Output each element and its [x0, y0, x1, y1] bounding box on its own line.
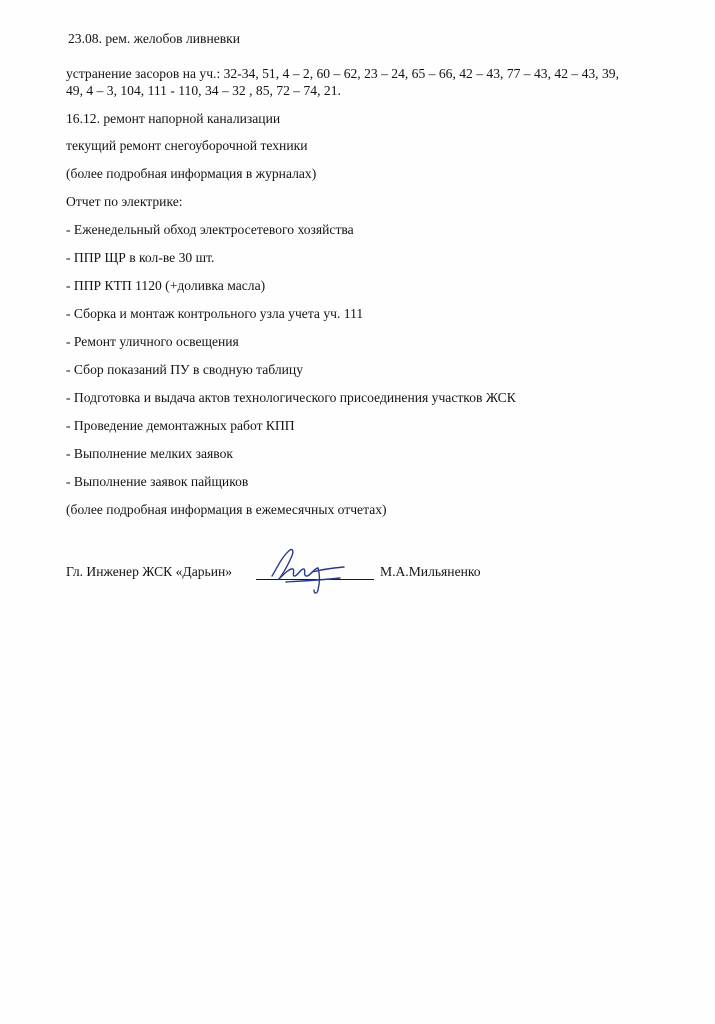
electrical-item-minor-requests: - Выполнение мелких заявок [66, 446, 233, 461]
report-heading-electrical: Отчет по электрике: [66, 194, 183, 209]
report-line-sewer-repair: 16.12. ремонт напорной канализации [66, 111, 281, 126]
report-line-gutter-repair: 23.08. рем. желобов ливневки [68, 31, 241, 46]
report-line-monthly-note: (более подробная информация в ежемесячных отчетах) [66, 502, 387, 517]
signatory-role: Гл. Инженер ЖСК «Дарьин» [66, 564, 233, 579]
electrical-item-meter-readings: - Сбор показаний ПУ в сводную таблицу [66, 362, 304, 377]
report-line-clog-removal: устранение засоров на уч.: 32-34, 51, 4 – 2, 60 – 62, 23 – 24, 65 – 66, 42 – 43, 77 – 43, 42 – 43, 39, [66, 66, 619, 81]
electrical-item-ppr-shr: - ППР ЩР в кол-ве 30 шт. [66, 250, 215, 265]
electrical-item-weekly-inspection: - Еженедельный обход электросетевого хозяйства [66, 222, 354, 237]
report-line-journals-note: (более подробная информация в журналах) [66, 166, 317, 181]
electrical-item-street-lighting: - Ремонт уличного освещения [66, 334, 239, 349]
handwritten-signature [262, 542, 352, 596]
report-line-clog-removal-cont: 49, 4 – 3, 104, 111 - 110, 34 – 32 , 85, 72 – 74, 21. [66, 83, 341, 98]
electrical-item-dismantling: - Проведение демонтажных работ КПП [66, 418, 295, 433]
electrical-item-ppr-ktp: - ППР КТП 1120 (+доливка масла) [66, 278, 266, 293]
report-line-snow-equipment: текущий ремонт снегоуборочной техники [66, 138, 308, 153]
signature-block [66, 556, 666, 596]
signatory-name: М.А.Мильяненко [380, 564, 481, 579]
electrical-item-member-requests: - Выполнение заявок пайщиков [66, 474, 249, 489]
electrical-item-meter-assembly: - Сборка и монтаж контрольного узла учета уч. 111 [66, 306, 364, 321]
electrical-item-connection-acts: - Подготовка и выдача актов технологического присоединения участков ЖСК [66, 390, 516, 405]
